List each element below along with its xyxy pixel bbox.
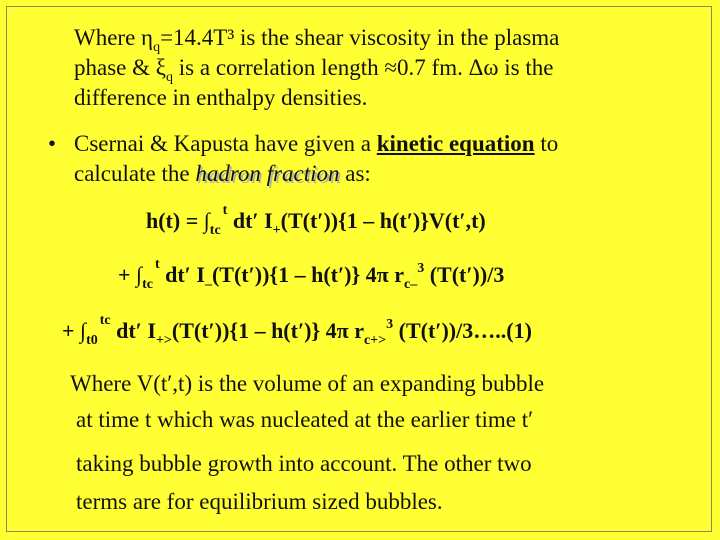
para2-line1: Where V(t′,t) is the volume of an expanding bubble <box>70 371 545 396</box>
text: Where η <box>74 25 154 50</box>
text: is a correlation length ≈0.7 fm. Δω is the <box>173 55 554 80</box>
kinetic-equation-link[interactable]: kinetic equation <box>376 131 535 156</box>
subscript: c– <box>404 277 418 292</box>
hadron-fraction-term: hadron fraction <box>195 161 340 186</box>
equation-line2 <box>118 257 505 292</box>
text: as: <box>339 161 371 186</box>
text: phase & ξ <box>74 55 167 80</box>
subscript: q <box>153 40 161 55</box>
text: (T(t′))/3 <box>424 262 505 287</box>
text: calculate the <box>74 161 196 186</box>
subscript: – <box>204 277 212 292</box>
superscript: 3 <box>417 261 425 276</box>
para2-line3: taking bubble growth into account. The other two <box>76 451 532 476</box>
subscript: q <box>166 70 174 85</box>
text: =14.4T³ is the shear viscosity in the plasma <box>160 25 560 50</box>
upper-limit: t <box>154 257 160 272</box>
subscript: c+> <box>363 333 387 348</box>
equation-line1 <box>146 203 486 238</box>
text: (T(t′)){1 – h(t′)} 4π r <box>211 262 404 287</box>
para2-line4: terms are for equilibrium sized bubbles. <box>76 489 443 514</box>
text: (T(t′)){1 – h(t′)} 4π r <box>171 318 364 343</box>
lower-limit: tc <box>142 277 153 292</box>
upper-limit: tc <box>99 313 111 328</box>
text: (T(t′)){1 – h(t′)}V(t′,t) <box>280 208 486 233</box>
para1-line2 <box>74 54 553 86</box>
subscript: +> <box>155 333 172 348</box>
text: h(t) = ∫ <box>146 208 210 233</box>
superscript: 3 <box>386 317 394 332</box>
text: + ∫ <box>62 318 87 343</box>
lower-limit: t0 <box>86 333 98 348</box>
para1-line1 <box>74 24 559 56</box>
bullet-line2 <box>74 160 371 188</box>
text: dt′ I <box>110 318 156 343</box>
para2-line2: at time t which was nucleated at the earlier time t′ <box>76 407 534 432</box>
text: dt′ I <box>227 208 273 233</box>
lower-limit: tc <box>209 223 221 238</box>
para1-line3: difference in enthalpy densities. <box>74 85 368 110</box>
bullet-mark: • <box>48 131 57 156</box>
text: to <box>534 131 559 156</box>
upper-limit: t <box>222 203 228 218</box>
subscript: + <box>272 223 281 238</box>
bullet-line1 <box>74 130 558 158</box>
text: dt′ I <box>159 262 205 287</box>
text: (T(t′))/3…..(1) <box>393 318 532 343</box>
equation-line3 <box>62 313 532 348</box>
text: Csernai & Kapusta have given a <box>74 131 377 156</box>
text: + ∫ <box>118 262 143 287</box>
